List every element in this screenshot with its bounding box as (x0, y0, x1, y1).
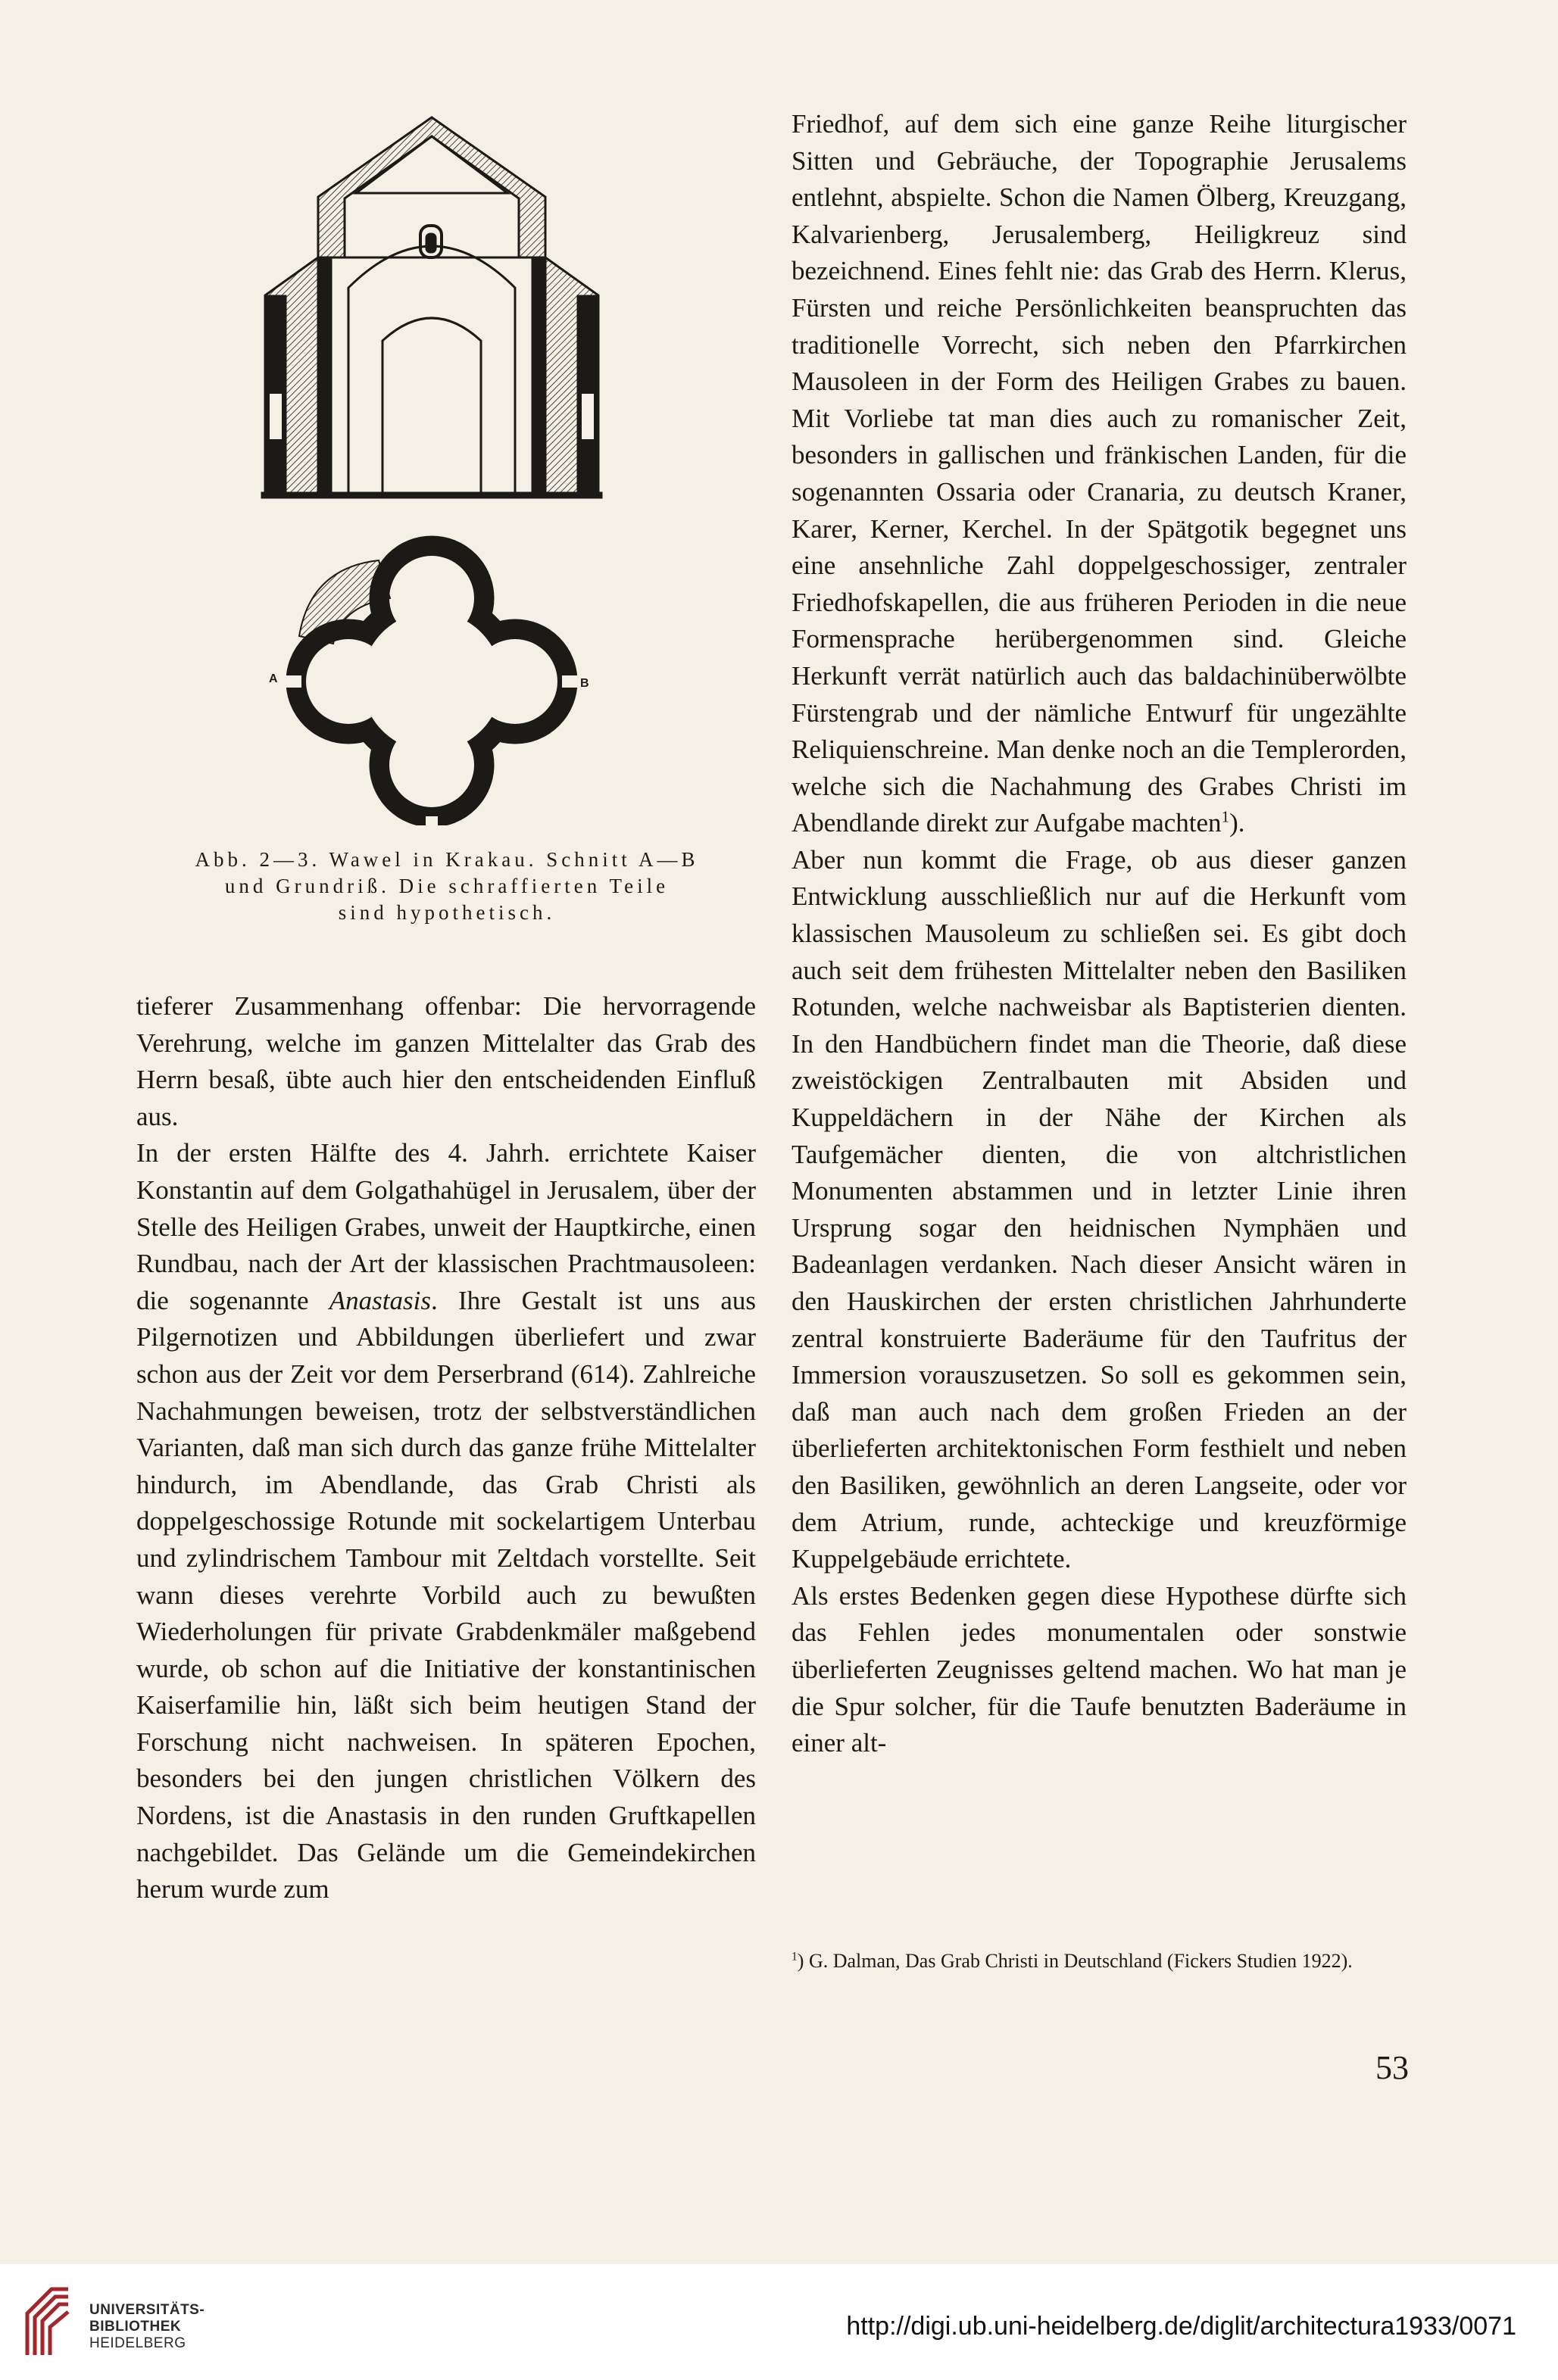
caption-line: und Grundriß. Die schraffierten Teile (224, 875, 670, 897)
paragraph: Als erstes Bedenken gegen diese Hypothese dürfte sich das Fehlen jedes monumentalen oder sonstwie überlieferten Zeugnisses geltend machen. Wo hat man je die Spur solcher, für die Taufe benutzten Baderäume in einer alt- (791, 1580, 1407, 1758)
paragraph-text: ). (1229, 808, 1245, 838)
logo-line: HEIDELBERG (89, 2335, 186, 2351)
footnote-text: ) G. Dalman, Das Grab Christi in Deutschland (Fickers Studien 1922). (797, 1950, 1353, 1972)
paragraph: Aber nun kommt die Frage, ob aus dieser ganzen Entwicklung ausschließlich nur auf die Herkunft vom klassischen Mausoleum zu schließen sei. Es gibt doch auch seit dem frühesten Mittelalter neben den Basiliken Rotunden, welche nachweisbar als Baptisterien dienten. In den Handbüchern findet man die Theorie, daß diese zweistöckigen Zentralbauten mit Absiden und Kuppeldächern in der Nähe der Kirchen als Taufgemächer dienten, die von altchristlichen Monumenten abstammen und in letzter Linie ihren Ursprung sogar den heidnischen Nymphäen und Badeanlagen verdanken. Nach dieser Ansicht wären in den Hauskirchen der ersten christlichen Jahrhunderte zentral konstruierte Baderäume für den Taufritus der Immersion vorauszusetzen. So soll es gekommen sein, daß man auch nach dem großen Frieden an der überlieferten architektonischen Form festhielt und neben den Basiliken, gewöhnlich an deren Langseite, oder vor dem Atrium, runde, achteckige und kreuzförmige Kuppelgebäude errichtete. (791, 844, 1407, 1574)
paragraph (791, 106, 1407, 842)
paragraph (136, 1135, 756, 1907)
footnote (791, 1948, 1409, 1974)
footnote-marker: 1 (791, 1950, 798, 1964)
logo-line: UNIVERSITÄTS- (89, 2302, 205, 2318)
section-line-label-b: B (580, 677, 589, 690)
page-number: 53 (1375, 2049, 1409, 2086)
wawel-rotunda-drawing (258, 114, 606, 825)
footnote-reference: 1 (1221, 807, 1230, 826)
section-drawing (261, 117, 602, 498)
paragraph-text: . Ihre Gestalt ist uns aus Pilgernotizen und Abbildungen überliefert und zwar schon aus der Zeit vor dem Perserbrand (614). Zahlreiche Nachahmungen beweisen, trotz der selbstverständlichen Varianten, daß man sich durch das ganze frühe Mittelalter hindurch, im Abendlande, das Grab Christi als doppelgeschossige Rotunde mit sockelartigem Unterbau und zylindrischem Tambour mit Zeltdach vorstellte. Seit wann dieses verehrte Vorbild auch zu bewußten Wiederholungen für private Grabdenkmäler maßgebend wurde, ob schon auf die Initiative der konstantinischen Kaiserfamilie hin, läßt sich beim heutigen Stand der Forschung nicht nachweisen. In späteren Epochen, besonders bei den jungen christlichen Völkern des Nordens, ist die Anastasis in den runden Gruftkapellen nachgebildet. Das Gelände um die Gemeindekirchen herum wurde zum (136, 1285, 756, 1904)
library-logo-text (89, 2302, 205, 2352)
paragraph-text: In der ersten Hälfte des 4. Jahrh. errichtete Kaiser Konstantin auf dem Golgathahügel in Jerusalem, über der Stelle des Heiligen Grabes, unweit der Hauptkirche, einen Rundbau, nach der Art der klassischen Prachtmausoleen: die sogenannte (136, 1138, 756, 1315)
caption-line: Abb. 2—3. Wawel in Krakau. Schnitt A—B (195, 848, 699, 871)
caption-line: sind hypothetisch. (338, 901, 556, 924)
paragraph: tieferer Zusammenhang offenbar: Die hervorragende Verehrung, welche im ganzen Mittelalter das Grab des Herrn besaß, übte auch hier den entscheidenden Einfluß aus. (136, 991, 756, 1131)
left-text-column (136, 988, 756, 1908)
ground-plan-drawing (285, 536, 579, 825)
figure-caption (133, 847, 761, 926)
source-url-link[interactable]: http://digi.ub.uni-heidelberg.de/diglit/architectura1933/0071 (846, 2312, 1516, 2341)
library-logo-icon (21, 2283, 74, 2359)
italic-term: Anastasis (329, 1285, 431, 1315)
right-text-column (791, 106, 1407, 1762)
paragraph-text: Friedhof, auf dem sich eine ganze Reihe liturgischer Sitten und Gebräuche, der Topographie Jerusalems entlehnt, abspielte. Schon die Namen Ölberg, Kreuzgang, Kalvarienberg, Jerusalemberg, Heiligkreuz sind bezeichnend. Eines fehlt nie: das Grab des Herrn. Klerus, Fürsten und reiche Persönlichkeiten beanspruchten das traditionelle Vorrecht, sich neben den Pfarrkirchen Mausoleen in der Form des Heiligen Grabes zu bauen. Mit Vorliebe tat man dies auch zu romanischer Zeit, besonders in gallischen und fränkischen Landen, für die sogenannten Ossaria oder Cranaria, zu deutsch Kraner, Karer, Kerner, Kerchel. In der Spätgotik begegnet uns eine ansehnliche Zahl doppelgeschossiger, zentraler Friedhofskapellen, die aus früheren Perioden in die neue Formensprache herübergenommen sind. Gleiche Herkunft verrät natürlich auch das baldachinüberwölbte Fürstengrab und der nämliche Entwurf für ungezählte Reliquienschreine. Man denke noch an die Templerorden, welche sich die Nachahmung des Grabes Christi im Abendlande direkt zur Aufgabe machten (791, 109, 1407, 838)
section-line-label-a: A (269, 672, 278, 685)
logo-line: BIBLIOTHEK (89, 2319, 182, 2335)
